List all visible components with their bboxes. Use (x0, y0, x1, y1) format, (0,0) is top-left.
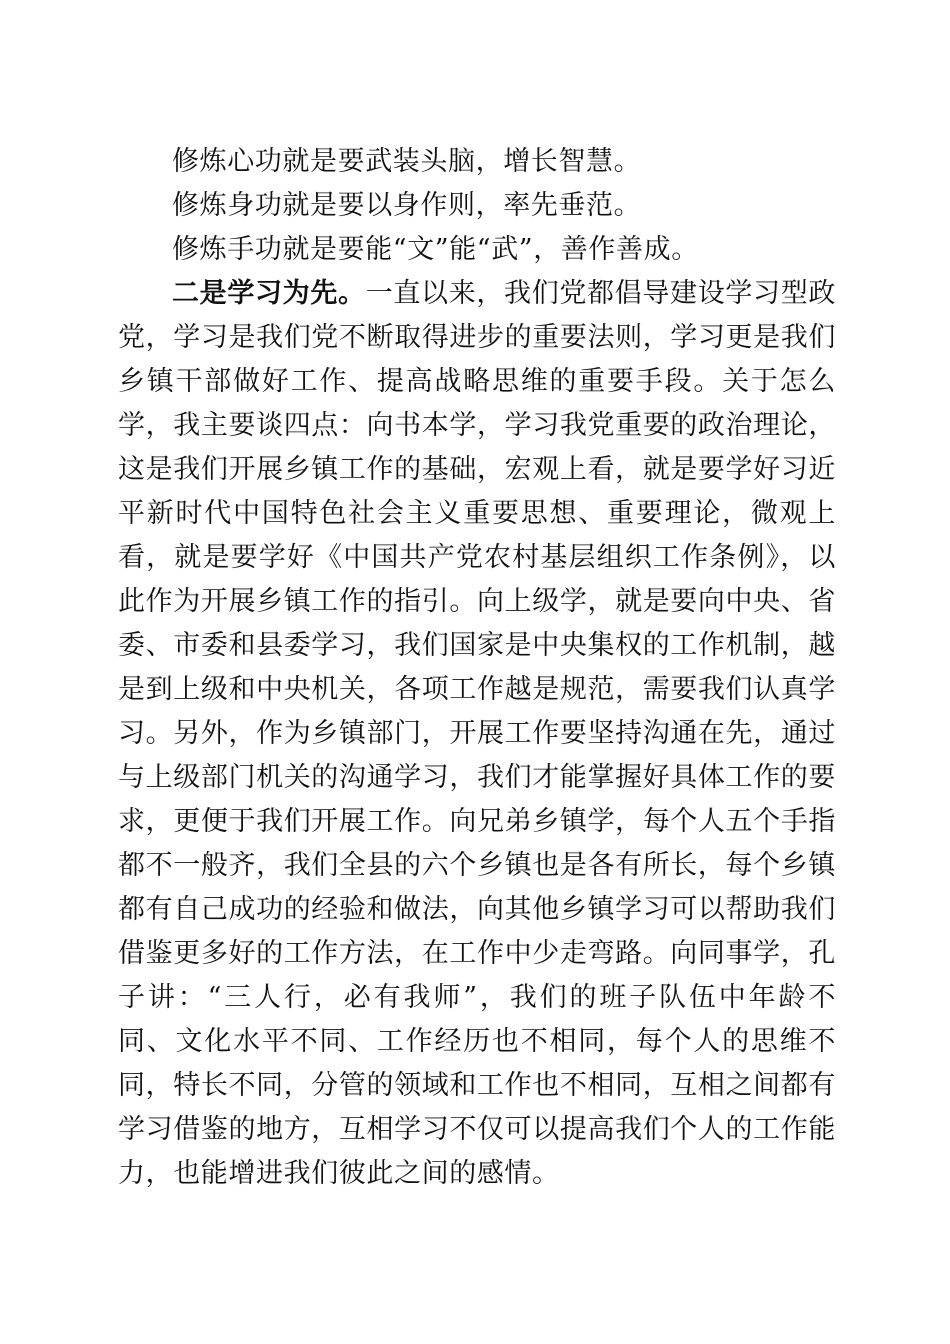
paragraph-mind-cultivation: 修炼心功就是要武装头脑，增长智慧。 (172, 146, 642, 177)
paragraph-body-text: 一直以来，我们党都倡导建设学习型政党，学习是我们党不断取得进步的重要法则，学习更是我们乡镇干部做好工作、提高战略思维的重要手段。关于怎么学，我主要谈四点：向书本学，学习我党重要的政治理论，这是我们开展乡镇工作的基础，宏观上看，就是要学好习近平新时代中国特色社会主义重要思想、重要理论，微观上看，就是要学好《中国共产党农村基层组织工作条例》，以此作为开展乡镇工作的指引。向上级学，就是要向中央、省委、市委和县委学习，我们国家是中央集权的工作机制，越是到上级和中央机关，各项工作越是规范，需要我们认真学习。另外，作为乡镇部门，开展工作要坚持沟通在先，通过与上级部门机关的沟通学习，我们才能掌握好具体工作的要求，更便于我们开展工作。向兄弟乡镇学，每个人五个手指都不一般齐，我们全县的六个乡镇也是各有所长，每个乡镇都有自己成功的经验和做法，向其他乡镇学习可以帮助我们借鉴更多好的工作方法，在工作中少走弯路。向同事学，孔子讲：“三人行，必有我师”，我们的班子队伍中年龄不同、文化水平不同、工作经历也不相同，每个人的思维不同，特长不同，分管的领域和工作也不相同，互相之间都有学习借鉴的地方，互相学习不仅可以提高我们个人的工作能力，也能增进我们彼此之间的感情。 (118, 278, 836, 1189)
paragraph-hand-cultivation: 修炼手功就是要能“文”能“武”，善作善成。 (172, 234, 699, 265)
paragraph-lead-heading: 二是学习为先。 (172, 278, 366, 309)
paragraph-learning-first (118, 272, 836, 1196)
paragraph-body-cultivation: 修炼身功就是要以身作则，率先垂范。 (172, 190, 642, 221)
document-body (118, 140, 836, 1196)
